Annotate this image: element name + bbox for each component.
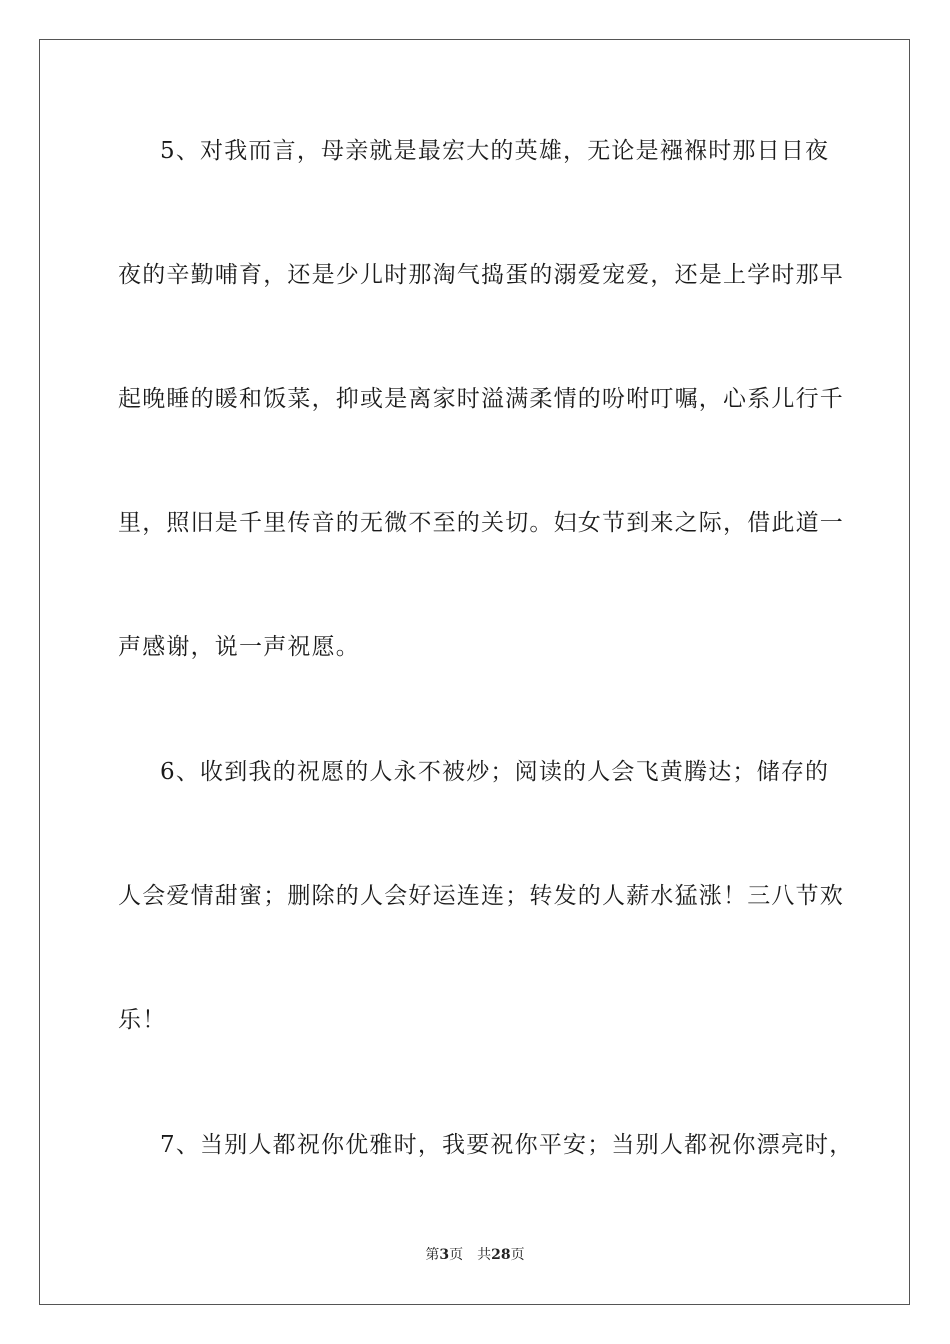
page-prefix: 第 <box>425 1247 440 1263</box>
page-footer <box>0 1245 950 1265</box>
paragraph-5-line-3: 起晚睡的暖和饭菜，抑或是离家时溢满柔情的吩咐叮嘱，心系儿行千 <box>118 386 844 412</box>
paragraph-5-line-5: 声感谢，说一声祝愿。 <box>118 634 360 660</box>
total-prefix: 共 <box>477 1247 492 1263</box>
page-border <box>39 39 910 1305</box>
paragraph-6-line-3: 乐！ <box>118 1007 167 1033</box>
paragraph-5-line-2: 夜的辛勤哺育，还是少儿时那淘气捣蛋的溺爱宠爱，还是上学时那早 <box>118 262 844 288</box>
paragraph-6-line-1: 6、收到我的祝愿的人永不被炒；阅读的人会飞黄腾达；储存的 <box>160 759 830 785</box>
page-suffix: 页 <box>449 1247 464 1263</box>
paragraph-7-line-1: 7、当别人都祝你优雅时，我要祝你平安；当别人都祝你漂亮时， <box>160 1132 854 1158</box>
paragraph-5-line-1: 5、对我而言，母亲就是最宏大的英雄，无论是襁褓时那日日夜 <box>160 138 830 164</box>
paragraph-5-line-4: 里，照旧是千里传音的无微不至的关切。妇女节到来之际，借此道一 <box>118 510 844 536</box>
total-page-count: 28 <box>491 1247 511 1263</box>
total-suffix: 页 <box>510 1247 525 1263</box>
paragraph-6-line-2: 人会爱情甜蜜；删除的人会好运连连；转发的人薪水猛涨！三八节欢 <box>118 883 844 909</box>
current-page-number: 3 <box>439 1247 450 1263</box>
